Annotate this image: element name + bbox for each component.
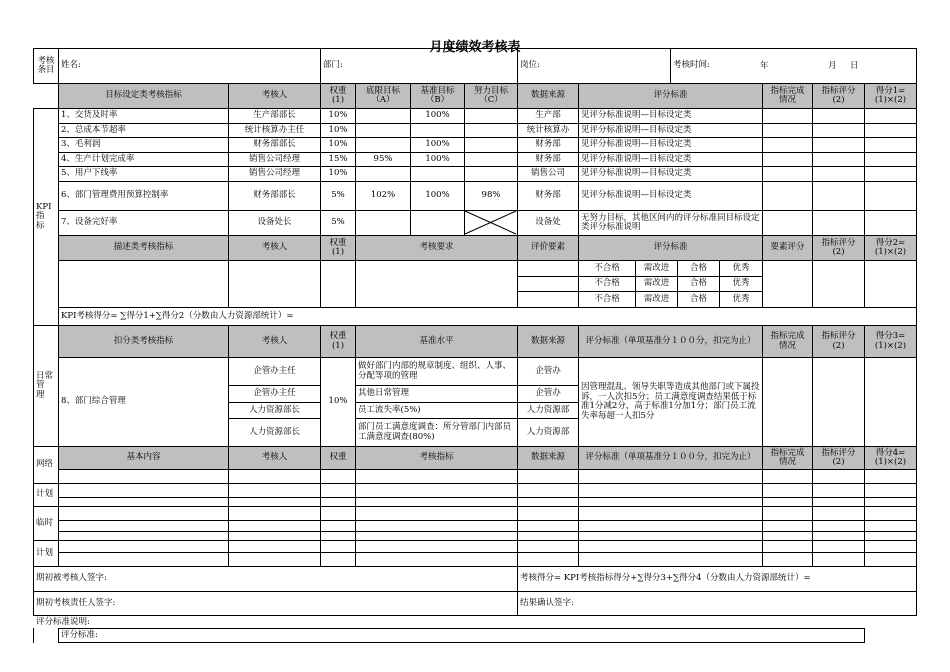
rating-level-1: 需改进 bbox=[635, 260, 678, 277]
plan-row-cell bbox=[762, 506, 813, 521]
plan-row-cell bbox=[517, 506, 579, 521]
kpi-row-target-b: 100% bbox=[410, 137, 465, 153]
kpi-row-result bbox=[864, 152, 917, 167]
appraisal-time-field: 考核时间: bbox=[670, 48, 917, 84]
plan-header-6: 指标完成 情况 bbox=[762, 446, 813, 470]
daily-header-1: 考核人 bbox=[228, 325, 321, 358]
kpi-row-target-c bbox=[464, 137, 518, 153]
desc-header-7: 指标评分 (2) bbox=[812, 235, 865, 261]
initial-appraisee-signature: 期初被考核人签字: bbox=[33, 566, 518, 592]
kpi-row-result bbox=[864, 181, 917, 211]
kpi-row-score bbox=[812, 123, 865, 138]
kpi-row-target-b bbox=[410, 166, 465, 182]
daily-source: 企管办 bbox=[517, 357, 579, 386]
plan-row-cell bbox=[578, 506, 763, 521]
daily-standard: 因管理混乱、领导失职等造成其他部门或下属投诉，一人次扣5分；员工满意度调查结果低于标准1分减2分，高于标准1分加1分；部门员工流失率每超一人扣5分 bbox=[578, 357, 763, 447]
kpi-row-target-c bbox=[464, 108, 518, 124]
desc-element bbox=[517, 291, 579, 308]
rating-level-3: 优秀 bbox=[719, 260, 763, 277]
kpi-row-person: 销售公司经理 bbox=[228, 152, 321, 167]
kpi-row-standard: 见评分标准说明—目标设定类 bbox=[578, 181, 763, 211]
kpi-header-9: 指标评分 (2) bbox=[812, 83, 865, 109]
date-part-0: 年 bbox=[760, 61, 769, 71]
rating-level-1: 需改进 bbox=[635, 291, 678, 308]
initial-responsible-signature: 期初考核责任人签字: bbox=[33, 591, 518, 616]
total-score-formula: 考核得分= KPI考核指标得分+∑得分3+∑得分4（分数由人力资源部统计）= bbox=[517, 566, 917, 592]
plan-row-cell bbox=[228, 469, 321, 484]
date-part-1: 月 bbox=[828, 61, 837, 71]
kpi-row-result bbox=[864, 137, 917, 153]
desc-body-weight bbox=[320, 260, 356, 308]
kpi-row-name: 2、总成本节超率 bbox=[58, 123, 229, 138]
daily-completion bbox=[762, 357, 813, 447]
daily-person: 人力资源部长 bbox=[228, 402, 321, 419]
daily-header-7: 指标评分 (2) bbox=[812, 325, 865, 358]
kpi-row-completion bbox=[762, 210, 813, 236]
desc-header-6: 要素评分 bbox=[762, 235, 813, 261]
desc-header-4: 评价要素 bbox=[517, 235, 579, 261]
plan-row-cell bbox=[355, 552, 518, 567]
kpi-row-weight: 10% bbox=[320, 137, 356, 153]
kpi-row-source: 生产部 bbox=[517, 108, 579, 124]
kpi-row-weight: 5% bbox=[320, 210, 356, 236]
kpi-row-target-c bbox=[464, 123, 518, 138]
temp-plan-label-2: 计划 bbox=[33, 540, 59, 567]
plan-row-cell bbox=[864, 552, 917, 567]
plan-row-cell bbox=[320, 469, 356, 484]
daily-score bbox=[812, 357, 865, 447]
kpi-row-weight: 5% bbox=[320, 181, 356, 211]
rating-level-0: 不合格 bbox=[578, 291, 636, 308]
plan-row-cell bbox=[355, 506, 518, 521]
kpi-row-target-b: 100% bbox=[410, 181, 465, 211]
name-field: 姓名: bbox=[58, 48, 321, 84]
kpi-row-target-c bbox=[464, 152, 518, 167]
kpi-score-formula: KPI考核得分= ∑得分1+∑得分2（分数由人力资源部统计）= bbox=[58, 307, 917, 326]
desc-body-name bbox=[58, 260, 229, 308]
plan-row-cell bbox=[762, 469, 813, 484]
kpi-row-source: 设备处 bbox=[517, 210, 579, 236]
plan-row-cell bbox=[320, 552, 356, 567]
desc-header-2: 权重 (1) bbox=[320, 235, 356, 261]
kpi-row-source: 销售公司 bbox=[517, 166, 579, 182]
item-header-label: 考核 条目 bbox=[33, 48, 59, 84]
crossed-out-cell bbox=[464, 210, 517, 235]
kpi-row-target-c: 98% bbox=[464, 181, 518, 211]
kpi-row-source: 财务部 bbox=[517, 181, 579, 211]
plan-row-cell bbox=[320, 483, 356, 498]
kpi-row-target-a: 95% bbox=[355, 152, 411, 167]
plan-header-1: 考核人 bbox=[228, 446, 321, 470]
kpi-row-score bbox=[812, 210, 865, 236]
daily-weight: 10% bbox=[320, 357, 356, 447]
kpi-header-2: 权重 (1) bbox=[320, 83, 356, 109]
desc-header-5: 评分标准 bbox=[578, 235, 763, 261]
desc-body-requirement bbox=[355, 260, 518, 308]
plan-row-cell bbox=[58, 506, 229, 521]
plan-header-3: 考核指标 bbox=[355, 446, 518, 470]
rating-level-3: 优秀 bbox=[719, 291, 763, 308]
desc-header-1: 考核人 bbox=[228, 235, 321, 261]
kpi-row-target-a: 102% bbox=[355, 181, 411, 211]
desc-indicator-score bbox=[812, 260, 865, 308]
daily-side-label: 日常 管 理 bbox=[33, 325, 59, 447]
kpi-side-label: KPI 指 标 bbox=[33, 108, 59, 326]
kpi-row-completion bbox=[762, 137, 813, 153]
daily-level: 员工流失率(5%) bbox=[355, 402, 518, 419]
kpi-row-completion bbox=[762, 166, 813, 182]
kpi-row-score bbox=[812, 108, 865, 124]
kpi-header-10: 得分1= (1)×(2) bbox=[864, 83, 917, 109]
kpi-row-person: 生产部部长 bbox=[228, 108, 321, 124]
daily-level: 部门员工满意度调查：所分管部门内部员工满意度调查(80%) bbox=[355, 418, 518, 447]
rating-level-2: 合格 bbox=[677, 276, 720, 292]
kpi-row-person: 财务部部长 bbox=[228, 137, 321, 153]
kpi-row-name: 6、部门管理费用预算控制率 bbox=[58, 181, 229, 211]
kpi-row-standard: 见评分标准说明—目标设定类 bbox=[578, 108, 763, 124]
plan-row-cell bbox=[355, 483, 518, 498]
rating-level-1: 需改进 bbox=[635, 276, 678, 292]
desc-result bbox=[864, 260, 917, 308]
desc-header-3: 考核要求 bbox=[355, 235, 518, 261]
kpi-row-completion bbox=[762, 108, 813, 124]
plan-row-cell bbox=[58, 552, 229, 567]
kpi-row-target-a bbox=[355, 210, 411, 236]
kpi-header-4: 基准目标（B） bbox=[410, 83, 465, 109]
kpi-row-name: 5、用户下线率 bbox=[58, 166, 229, 182]
kpi-row-person: 设备处长 bbox=[228, 210, 321, 236]
notes-left-border bbox=[33, 628, 34, 643]
kpi-row-person: 销售公司经理 bbox=[228, 166, 321, 182]
result-confirm-signature: 结果确认签字: bbox=[517, 591, 917, 616]
network-plan-label-1: 网络 bbox=[33, 446, 59, 484]
plan-row-cell bbox=[228, 552, 321, 567]
kpi-row-target-a bbox=[355, 108, 411, 124]
daily-header-8: 得分3= (1)×(2) bbox=[864, 325, 917, 358]
daily-item: 8、部门综合管理 bbox=[58, 357, 229, 447]
plan-row-cell bbox=[812, 469, 865, 484]
kpi-row-completion bbox=[762, 152, 813, 167]
desc-element-score bbox=[762, 260, 813, 308]
desc-header-8: 得分2= (1)×(2) bbox=[864, 235, 917, 261]
kpi-row-target-a bbox=[355, 123, 411, 138]
kpi-header-5: 努力目标（C） bbox=[464, 83, 518, 109]
scoring-notes-title: 评分标准说明: bbox=[36, 617, 90, 627]
kpi-row-source: 财务部 bbox=[517, 137, 579, 153]
kpi-row-standard: 见评分标准说明—目标设定类 bbox=[578, 166, 763, 182]
department-field: 部门: bbox=[320, 48, 518, 84]
plan-row-cell bbox=[58, 483, 229, 498]
plan-row-cell bbox=[864, 469, 917, 484]
kpi-header-8: 指标完成 情况 bbox=[762, 83, 813, 109]
plan-header-5: 评分标准（单项基准分１００分，扣完为止） bbox=[578, 446, 763, 470]
kpi-row-target-b bbox=[410, 123, 465, 138]
scoring-notes-label: 评分标准: bbox=[58, 628, 865, 643]
daily-source: 人力资源部 bbox=[517, 418, 579, 447]
plan-row-cell bbox=[864, 483, 917, 498]
plan-row-cell bbox=[864, 506, 917, 521]
kpi-row-completion bbox=[762, 181, 813, 211]
kpi-row-weight: 10% bbox=[320, 108, 356, 124]
kpi-row-name: 1、交货及时率 bbox=[58, 108, 229, 124]
plan-row-cell bbox=[355, 469, 518, 484]
daily-source: 人力资源部 bbox=[517, 402, 579, 419]
kpi-row-standard: 见评分标准说明—目标设定类 bbox=[578, 137, 763, 153]
plan-row-cell bbox=[762, 552, 813, 567]
plan-row-cell bbox=[320, 506, 356, 521]
kpi-row-name: 3、毛利润 bbox=[58, 137, 229, 153]
plan-row-cell bbox=[812, 483, 865, 498]
daily-header-0: 扣分类考核指标 bbox=[58, 325, 229, 358]
kpi-header-6: 数据来源 bbox=[517, 83, 579, 109]
daily-result bbox=[864, 357, 917, 447]
daily-level: 其他日常管理 bbox=[355, 385, 518, 403]
daily-header-5: 评分标准（单项基准分１００分，扣完为止） bbox=[578, 325, 763, 358]
daily-header-2: 权重 (1) bbox=[320, 325, 356, 358]
kpi-row-result bbox=[864, 108, 917, 124]
kpi-row-result bbox=[864, 123, 917, 138]
kpi-row-standard: 无努力目标，其他区间内的评分标准同目标设定类评分标准说明 bbox=[578, 210, 763, 236]
kpi-row-name: 4、生产计划完成率 bbox=[58, 152, 229, 167]
desc-element bbox=[517, 276, 579, 292]
daily-header-3: 基准水平 bbox=[355, 325, 518, 358]
kpi-row-target-b: 100% bbox=[410, 108, 465, 124]
kpi-header-7: 评分标准 bbox=[578, 83, 763, 109]
kpi-header-1: 考核人 bbox=[228, 83, 321, 109]
plan-header-4: 数据来源 bbox=[517, 446, 579, 470]
desc-header-0: 描述类考核指标 bbox=[58, 235, 229, 261]
kpi-row-person: 统计核算办主任 bbox=[228, 123, 321, 138]
plan-row-cell bbox=[517, 552, 579, 567]
kpi-row-target-a bbox=[355, 166, 411, 182]
position-field: 岗位: bbox=[517, 48, 671, 84]
kpi-row-target-b: 100% bbox=[410, 152, 465, 167]
kpi-row-standard: 见评分标准说明—目标设定类 bbox=[578, 123, 763, 138]
kpi-header-3: 底限目标（A） bbox=[355, 83, 411, 109]
kpi-row-target-c bbox=[464, 166, 518, 182]
kpi-row-score bbox=[812, 137, 865, 153]
desc-element bbox=[517, 260, 579, 277]
kpi-row-standard: 见评分标准说明—目标设定类 bbox=[578, 152, 763, 167]
kpi-row-person: 财务部部长 bbox=[228, 181, 321, 211]
kpi-row-completion bbox=[762, 123, 813, 138]
plan-row-cell bbox=[228, 506, 321, 521]
plan-row-cell bbox=[517, 483, 579, 498]
plan-row-cell bbox=[228, 483, 321, 498]
kpi-row-score bbox=[812, 166, 865, 182]
plan-header-7: 指标评分 (2) bbox=[812, 446, 865, 470]
kpi-row-result bbox=[864, 210, 917, 236]
kpi-row-weight: 10% bbox=[320, 123, 356, 138]
plan-row-cell bbox=[58, 469, 229, 484]
kpi-header-0: 目标设定类考核指标 bbox=[58, 83, 229, 109]
rating-level-2: 合格 bbox=[677, 291, 720, 308]
kpi-row-target-a bbox=[355, 137, 411, 153]
plan-header-0: 基本内容 bbox=[58, 446, 229, 470]
rating-level-0: 不合格 bbox=[578, 276, 636, 292]
kpi-row-name: 7、设备完好率 bbox=[58, 210, 229, 236]
network-plan-label-2: 计划 bbox=[33, 483, 59, 507]
kpi-row-score bbox=[812, 152, 865, 167]
rating-level-3: 优秀 bbox=[719, 276, 763, 292]
kpi-row-score bbox=[812, 181, 865, 211]
plan-header-2: 权重 bbox=[320, 446, 356, 470]
kpi-row-source: 统计核算办 bbox=[517, 123, 579, 138]
plan-row-cell bbox=[578, 552, 763, 567]
plan-row-cell bbox=[578, 483, 763, 498]
plan-row-cell bbox=[762, 483, 813, 498]
desc-body-person bbox=[228, 260, 321, 308]
form-title: 月度绩效考核表 bbox=[429, 40, 521, 55]
daily-person: 人力资源部长 bbox=[228, 418, 321, 447]
plan-row-cell bbox=[578, 469, 763, 484]
daily-person: 企管办主任 bbox=[228, 385, 321, 403]
daily-header-6: 指标完成 情况 bbox=[762, 325, 813, 358]
date-part-2: 日 bbox=[850, 61, 859, 71]
plan-row-cell bbox=[812, 552, 865, 567]
daily-person: 企管办主任 bbox=[228, 357, 321, 386]
rating-level-2: 合格 bbox=[677, 260, 720, 277]
plan-row-cell bbox=[812, 506, 865, 521]
plan-row-cell bbox=[517, 469, 579, 484]
kpi-row-weight: 15% bbox=[320, 152, 356, 167]
kpi-row-source: 财务部 bbox=[517, 152, 579, 167]
daily-level: 做好部门内部的规章制度、组织、人事、分配等项的管理 bbox=[355, 357, 518, 386]
kpi-row-target-b bbox=[410, 210, 465, 236]
temp-plan-label-1: 临时 bbox=[33, 506, 59, 541]
kpi-row-result bbox=[864, 166, 917, 182]
rating-level-0: 不合格 bbox=[578, 260, 636, 277]
plan-header-8: 得分4= (1)×(2) bbox=[864, 446, 917, 470]
daily-source: 企管办 bbox=[517, 385, 579, 403]
daily-header-4: 数据来源 bbox=[517, 325, 579, 358]
kpi-row-weight: 10% bbox=[320, 166, 356, 182]
